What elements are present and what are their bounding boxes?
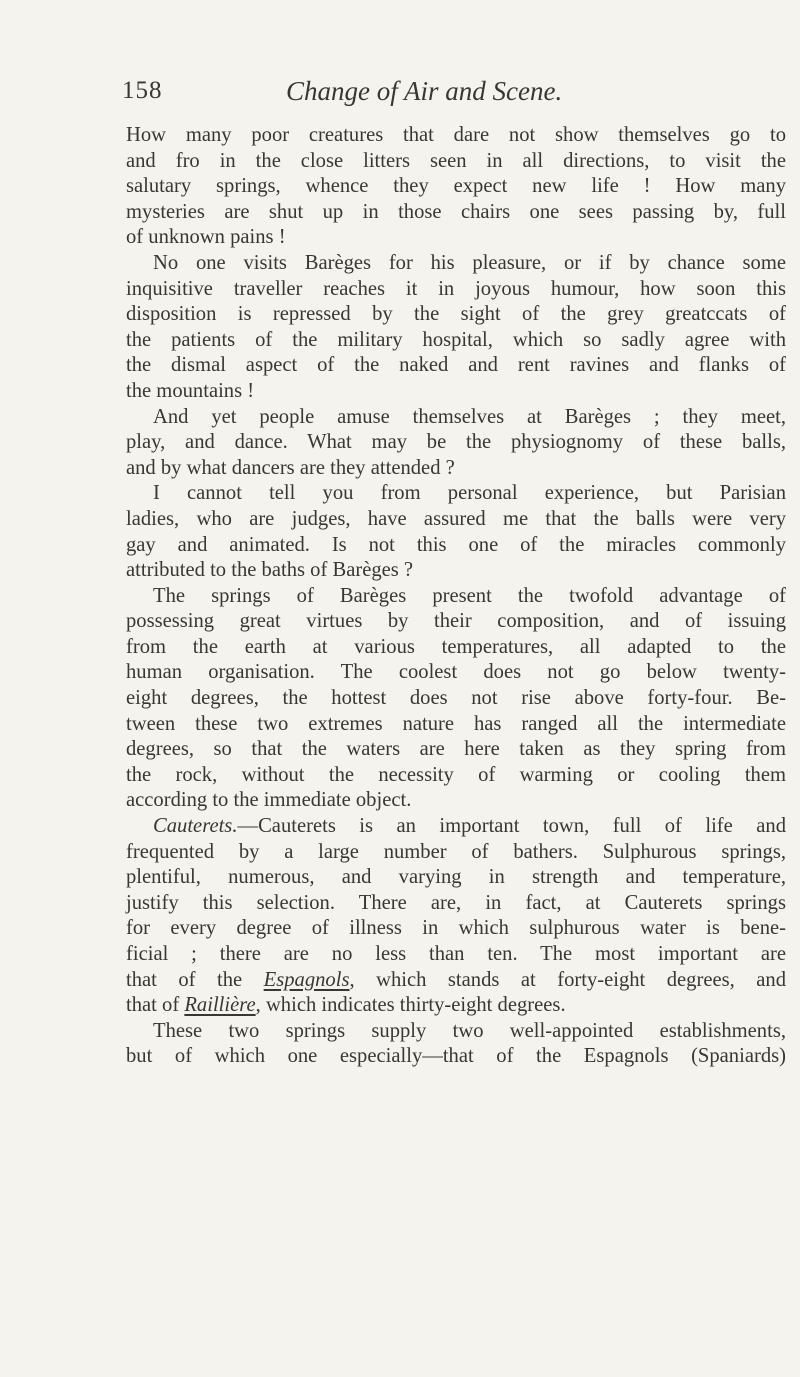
- text-line: possessing great virtues by their composition, and of issuing: [126, 610, 786, 633]
- body-text: [126, 123, 786, 1070]
- text-line: plentiful, numerous, and varying in strength and temperature,: [126, 866, 786, 889]
- text-line: [126, 814, 786, 840]
- spring-name-railliere: Raillière: [184, 994, 256, 1017]
- text-line: degrees, so that the waters are here taken as they spring from: [126, 738, 786, 761]
- text-line: attributed to the baths of Barèges ?: [126, 559, 414, 582]
- text-line: human organisation. The coolest does not go below twenty-: [126, 661, 786, 684]
- text-line: justify this selection. There are, in fact, at Cauterets springs: [126, 891, 786, 914]
- text-line: the rock, without the necessity of warming or cooling them: [126, 763, 786, 786]
- text-line: the mountains !: [126, 379, 255, 402]
- text-line: These two springs supply two well-appointed establishments,: [153, 1019, 786, 1042]
- text-line: The springs of Barèges present the twofold advantage of: [153, 584, 786, 607]
- text-line: And yet people amuse themselves at Barèges ; they meet,: [153, 405, 786, 428]
- text-line: the patients of the military hospital, which so sadly agree with: [126, 328, 786, 351]
- running-head-title: Change of Air and Scene.: [286, 76, 563, 106]
- text-line: [126, 993, 786, 1019]
- text-run: , which stands at forty-eight degrees, and: [349, 968, 786, 991]
- text-run: that of: [126, 994, 185, 1017]
- text-line: play, and dance. What may be the physiognomy of these balls,: [126, 431, 786, 454]
- section-heading-cauterets: Cauterets.: [153, 815, 238, 838]
- text-line: eight degrees, the hottest does not rise above forty-four. Be-: [126, 687, 786, 710]
- text-line: inquisitive traveller reaches it in joyous humour, how soon this: [126, 277, 786, 300]
- text-run: that of the: [126, 968, 264, 991]
- text-line: according to the immediate object.: [126, 789, 412, 812]
- text-line: disposition is repressed by the sight of the grey greatccats of: [126, 303, 786, 326]
- text-line: the dismal aspect of the naked and rent ravines and flanks of: [126, 354, 786, 377]
- text-line: but of which one especially—that of the Espagnols (Spaniards): [126, 1045, 786, 1068]
- text-line: How many poor creatures that dare not show themselves go to: [126, 124, 786, 146]
- text-line: and fro in the close litters seen in all directions, to visit the: [126, 149, 786, 172]
- text-line: frequented by a large number of bathers. Sulphurous springs,: [126, 840, 786, 863]
- text-line: from the earth at various temperatures, all adapted to the: [126, 635, 786, 658]
- text-line: for every degree of illness in which sulphurous water is bene-: [126, 917, 786, 940]
- spring-name-espagnols: Espagnols: [263, 968, 350, 991]
- text-line: [126, 968, 786, 994]
- text-line: ficial ; there are no less than ten. The most important are: [126, 943, 786, 965]
- page-number: 158: [122, 77, 163, 104]
- text-run: —Cauterets is an important town, full of life and: [237, 815, 786, 838]
- text-line: of unknown pains !: [126, 226, 286, 249]
- text-run: , which indicates thirty-eight degrees.: [255, 994, 566, 1017]
- text-line: ladies, who are judges, have assured me that the balls were very: [126, 507, 786, 530]
- text-line: and by what dancers are they attended ?: [126, 456, 455, 479]
- text-line: mysteries are shut up in those chairs one sees passing by, full: [126, 200, 786, 223]
- text-line: tween these two extremes nature has ranged all the intermediate: [126, 712, 786, 735]
- text-line: salutary springs, whence they expect new life ! How many: [126, 175, 786, 198]
- text-line: I cannot tell you from personal experience, but Parisian: [153, 482, 786, 505]
- text-line: gay and animated. Is not this one of the miracles commonly: [126, 533, 786, 556]
- text-line: No one visits Barèges for his pleasure, or if by chance some: [153, 251, 786, 274]
